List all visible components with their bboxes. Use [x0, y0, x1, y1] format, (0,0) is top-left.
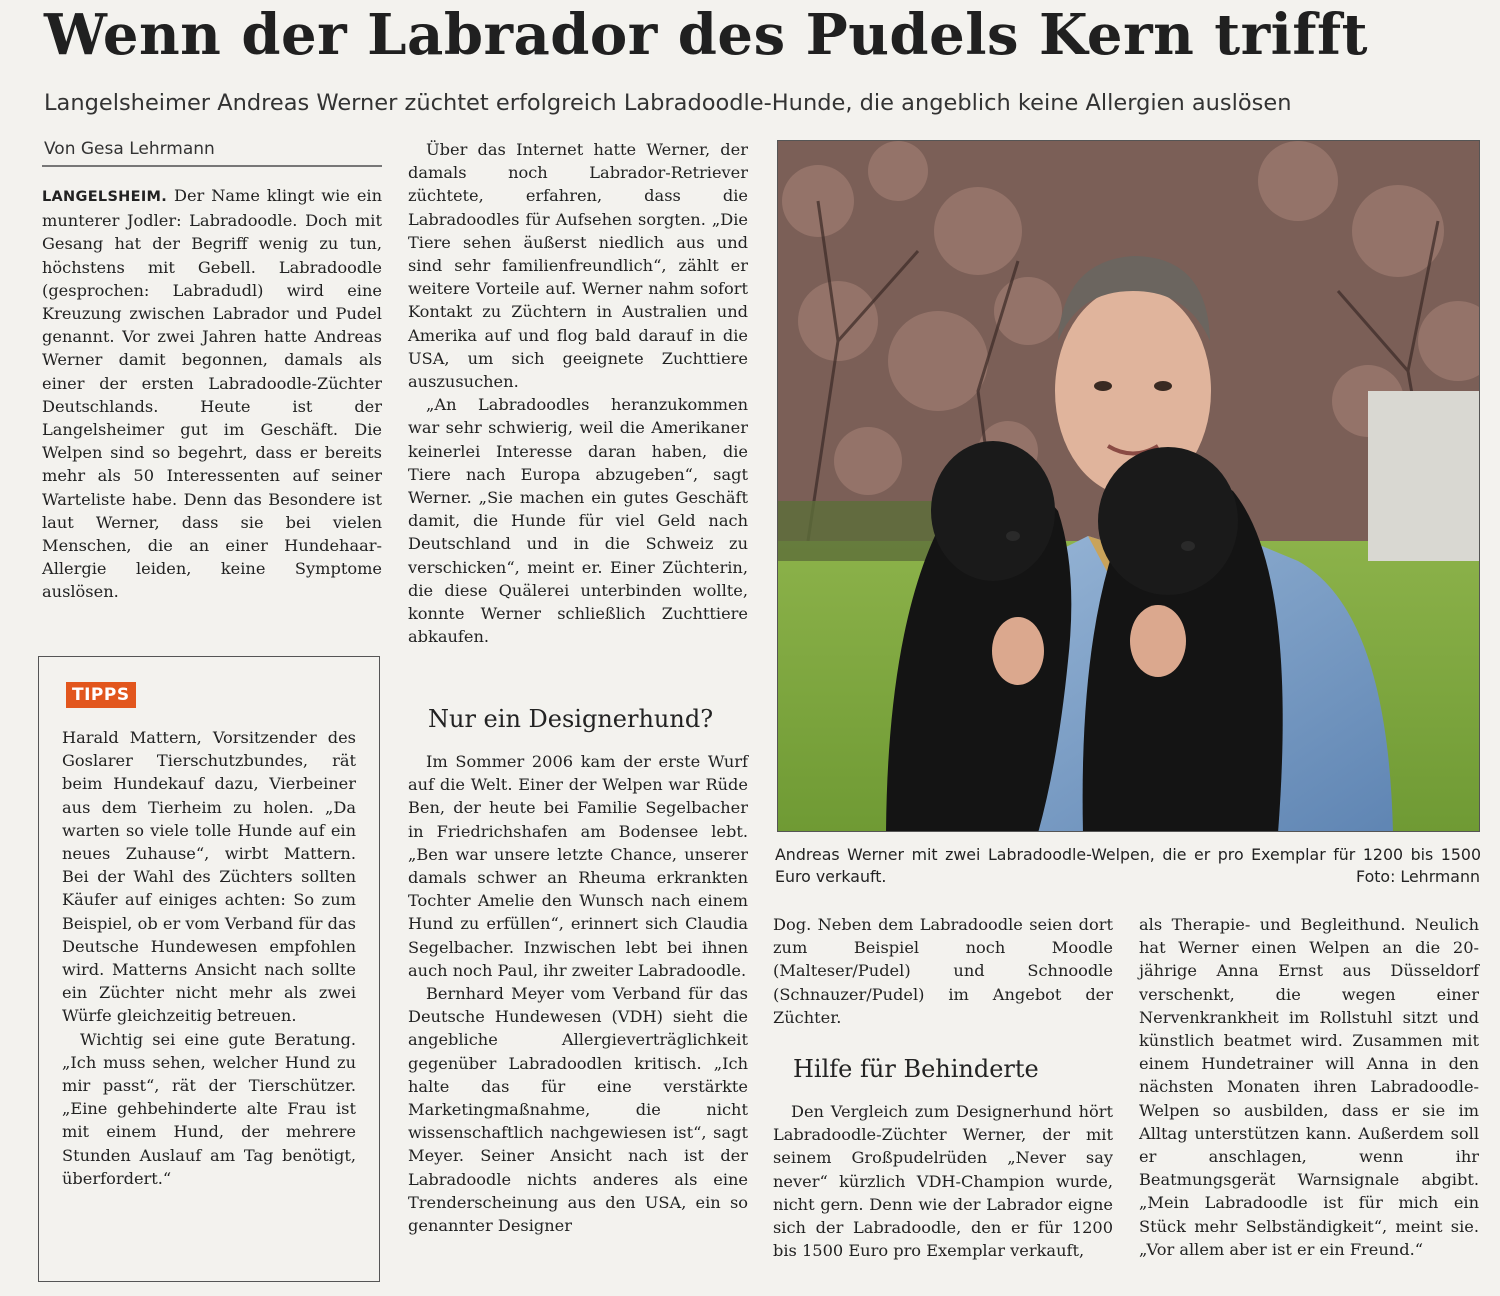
column-3-bottom	[773, 1100, 1113, 1262]
column-2-bottom	[408, 750, 748, 1237]
tips-text	[62, 726, 356, 1190]
byline: Von Gesa Lehrmann	[44, 139, 215, 159]
tips-paragraph: Harald Mattern, Vorsitzender des Goslarer Tierschutzbundes, rät beim Hundekauf dazu, Vierbeiner aus dem Tierheim zu holen. „Da warten so viele tolle Hunde auf ein neues Zuhause“, wirbt Mattern. Bei der Wahl des Züchters sollten Käufer auf einiges achten: So zum Beispiel, ob er vom Verband für das Deutsche Hundewesen empfohlen wird. Matterns Ansicht nach sollte ein Züchter nicht mehr als zwei Würfe gleichzeitig betreuen.	[62, 728, 356, 1026]
column-4	[1139, 913, 1479, 1261]
column-1-intro	[42, 184, 382, 604]
byline-rule	[42, 165, 382, 167]
body-paragraph: Im Sommer 2006 kam der erste Wurf auf die Welt. Einer der Welpen war Rüde Ben, der heute bei Familie Segelbacher in Friedrichshafen am Bodensee lebt. „Ben war unsere letzte Chance, unserer damals schwer an Rheuma erkrankten Tochter Amelie den Wunsch nach einem Hund zu erfüllen“, erinnert sich Claudia Segelbacher. Inzwischen lebt bei ihnen auch noch Paul, ihr zweiter Labradoodle.	[408, 752, 748, 980]
body-paragraph: Den Vergleich zum Designerhund hört Labradoodle-Züchter Werner, der mit seinem Großpudelrüden „Never say never“ kürzlich VDH-Champion wurde, nicht gern. Denn wie der Labrador eigne sich der Labradoodle, den er für 1200 bis 1500 Euro pro Exemplar verkauft,	[773, 1102, 1113, 1261]
column-2-top	[408, 138, 748, 648]
body-paragraph: als Therapie- und Begleithund. Neulich hat Werner einen Welpen an die 20-jährige Anna Ernst aus Düsseldorf verschenkt, die wegen einer Nervenkrankheit im Rollstuhl sitzt und künstlich beatmet wird. Zusammen mit einem Hundetrainer will Anna in den nächsten Monaten ihren Labradoodle-Welpen so ausbilden, dass er sie im Alltag unterstützen kann. Außerdem soll er anschlagen, wenn ihr Beatmungsgerät Warnsignale abgibt. „Mein Labradoodle ist für mich ein Stück mehr Selbständigkeit“, meint sie. „Vor allem aber ist er ein Freund.“	[1139, 915, 1479, 1259]
intro-text: Der Name klingt wie ein munterer Jodler: Labradoodle. Doch mit Gesang hat der Begriff wenig zu tun, höchstens mit Gebell. Labradoodle (gesprochen: Labradudl) wird eine Kreuzung zwischen Labrador und Pudel genannt. Vor zwei Jahren hatte Andreas Werner damit begonnen, damals als einer der ersten Labradoodle-Züchter Deutschlands. Heute ist der Langelsheimer gut im Geschäft. Die Welpen sind so begehrt, dass er bereits mehr als 50 Interessenten auf seiner Warteliste habe. Denn das Besondere ist laut Werner, dass sie bei vielen Menschen, die an einer Hundehaar-Allergie leiden, keine Symptome auslösen.	[42, 186, 382, 602]
body-paragraph: Bernhard Meyer vom Verband für das Deutsche Hundewesen (VDH) sieht die angebliche Allergieverträglichkeit gegenüber Labradoodlen kritisch. „Ich halte das für eine verstärkte Marketingmaßnahme, die nicht wissenschaftlich nachgewiesen ist“, sagt Meyer. Seiner Ansicht nach ist der Labradoodle nichts anderes als eine Trenderscheinung aus den USA, ein so genannter Designer	[408, 984, 748, 1236]
tips-paragraph: Wichtig sei eine gute Beratung. „Ich muss sehen, welcher Hund zu mir passt“, rät der Tierschützer. „Eine gehbehinderte alte Frau ist mit einem Hund, der mehrere Stunden Auslauf am Tag benötigt, überfordert.“	[62, 1029, 356, 1188]
article-photo	[777, 140, 1480, 832]
headline: Wenn der Labrador des Pudels Kern trifft	[44, 2, 1368, 68]
subheadline: Langelsheimer Andreas Werner züchtet erfolgreich Labradoodle-Hunde, die angeblich keine Allergien auslösen	[44, 90, 1292, 116]
intro-paragraph	[42, 184, 382, 604]
dateline: LANGELSHEIM.	[42, 189, 168, 205]
column-3-top	[773, 913, 1113, 1029]
photo-man-with-puppies	[778, 141, 1480, 832]
photo-credit: Foto: Lehrmann	[1356, 867, 1480, 886]
section-heading-behinderte: Hilfe für Behinderte	[793, 1055, 1039, 1083]
body-paragraph: „An Labradoodles heranzukommen war sehr schwierig, weil die Amerikaner keinerlei Interesse daran haben, die Tiere nach Europa abzugeben“, sagt Werner. „Sie machen ein gutes Geschäft damit, die Hunde für viel Geld nach Deutschland und in die Schweiz zu verschicken“, meint er. Einer Züchterin, die diese Quälerei unterbinden wollte, konnte Werner schließlich Zuchttiere abkaufen.	[408, 395, 748, 647]
tips-badge: TIPPS	[66, 682, 136, 708]
section-heading-designerhund: Nur ein Designerhund?	[428, 705, 714, 733]
body-paragraph: Dog. Neben dem Labradoodle seien dort zum Beispiel noch Moodle (Malteser/Pudel) und Schnoodle (Schnauzer/Pudel) im Angebot der Züchter.	[773, 915, 1113, 1027]
caption-text: Andreas Werner mit zwei Labradoodle-Welpen, die er pro Exemplar für 1200 bis 1500 Euro verkauft.	[775, 845, 1481, 886]
body-paragraph: Über das Internet hatte Werner, der damals noch Labrador-Retriever züchtete, erfahren, dass die Labradoodles für Aufsehen sorgten. „Die Tiere sehen äußerst niedlich aus und sind sehr familienfreundlich“, zählt er weitere Vorteile auf. Werner nahm sofort Kontakt zu Züchtern in Australien und Amerika auf und flog bald darauf in die USA, um sich geeignete Zuchttiere auszusuchen.	[408, 140, 748, 392]
